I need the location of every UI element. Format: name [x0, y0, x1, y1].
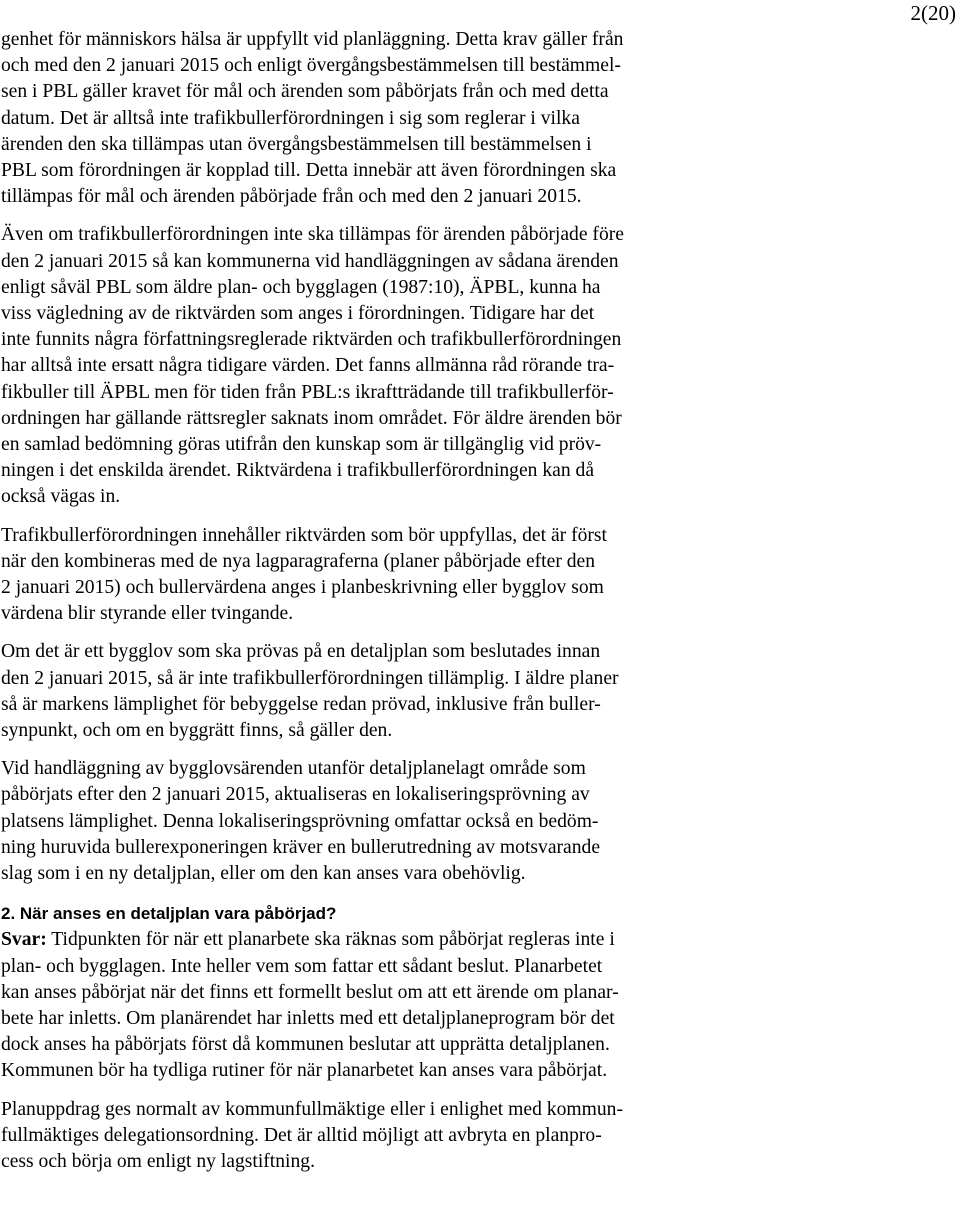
text-line: när den kombineras med de nya lagparagraferna (planer påbörjade efter den [1, 550, 596, 572]
text-line: Kommunen bör ha tydliga rutiner för när planarbetet kan anses vara påbörjat. [1, 1060, 608, 1082]
text-line: ordningen har gällande rättsregler saknats inom området. För äldre ärenden bör [1, 407, 622, 429]
text-line: cess och börja om enligt ny lagstiftning. [1, 1150, 315, 1172]
text-line: PBL som förordningen är kopplad till. Detta innebär att även förordningen ska [1, 160, 617, 182]
text-line: tillämpas för mål och ärenden påbörjade från och med den 2 januari 2015. [1, 186, 582, 208]
text-line: enligt såväl PBL som äldre plan- och bygglagen (1987:10), ÄPBL, kunna ha [1, 276, 601, 298]
text-line: 2 januari 2015) och bullervärdena anges i planbeskrivning eller bygglov som [1, 577, 604, 599]
answer-first-line [1, 927, 753, 953]
text-line: plan- och bygglagen. Inte heller vem som fattar ett sådant beslut. Planarbetet [1, 955, 603, 977]
text-line: dock anses ha påbörjats först då kommunen beslutar att upprätta detaljplanen. [1, 1034, 610, 1056]
text-line: bete har inletts. Om planärendet har inletts med ett detaljplaneprogram bör det [1, 1007, 615, 1029]
text-line: Om det är ett bygglov som ska prövas på en detaljplan som beslutades innan [1, 641, 601, 663]
text-line: har alltså inte ersatt några tidigare värden. Det fanns allmänna råd rörande tra- [1, 355, 615, 377]
text-line: fikbuller till ÄPBL men för tiden från PBL:s ikraftträdande till trafikbullerför- [1, 381, 614, 403]
text-line: kan anses påbörjat när det finns ett formellt beslut om att ett ärende om planar- [1, 981, 619, 1003]
text-line: den 2 januari 2015 så kan kommunerna vid handläggningen av sådana ärenden [1, 250, 619, 272]
text-line: ningen i det enskilda ärendet. Riktvärdena i trafikbullerförordningen kan då [1, 460, 595, 482]
answer-paragraph [1, 927, 753, 1084]
text-line: inte funnits några författningsreglerade riktvärden och trafikbullerförordningen [1, 329, 622, 351]
answer-label: Svar: [1, 929, 47, 951]
text-line: påbörjats efter den 2 januari 2015, aktualiseras en lokaliseringsprövning av [1, 784, 590, 806]
text-line: den 2 januari 2015, så är inte trafikbullerförordningen tillämplig. I äldre planer [1, 667, 619, 689]
section-heading: 2. När anses en detaljplan vara påbörjad? [1, 904, 337, 924]
text-line: ning huruvida bullerexponeringen kräver en bullerutredning av motsvarande [1, 836, 601, 858]
text-line: också vägas in. [1, 486, 121, 508]
text-line: synpunkt, och om en byggrätt finns, så gäller den. [1, 720, 393, 742]
paragraph-2 [1, 222, 753, 510]
text-line: Planuppdrag ges normalt av kommunfullmäktige eller i enlighet med kommun- [1, 1098, 623, 1120]
text-line: fullmäktiges delegationsordning. Det är alltid möjligt att avbryta en planpro- [1, 1124, 602, 1146]
paragraph-4 [1, 639, 753, 744]
text-line: sen i PBL gäller kravet för mål och ärenden som påbörjats från och med detta [1, 81, 609, 103]
paragraph-3 [1, 523, 753, 628]
text-line: så är markens lämplighet för bebyggelse redan prövad, inklusive från buller- [1, 693, 601, 715]
text-line: Trafikbullerförordningen innehåller riktvärden som bör uppfyllas, det är först [1, 524, 607, 546]
answer-first-line-text: Tidpunkten för när ett planarbete ska räknas som påbörjat regleras inte i [46, 929, 615, 951]
text-line: en samlad bedömning göras utifrån den kunskap som är tillgänglig vid pröv- [1, 434, 602, 456]
text-line: genhet för människors hälsa är uppfyllt vid planläggning. Detta krav gäller från [1, 29, 624, 50]
text-line: värdena blir styrande eller tvingande. [1, 603, 294, 625]
final-paragraph [1, 1097, 753, 1176]
page-number: 2(20) [910, 1, 956, 25]
paragraph-5 [1, 756, 753, 887]
document-body [1, 27, 753, 1187]
text-line: datum. Det är alltså inte trafikbullerförordningen i sig som reglerar i vilka [1, 107, 580, 129]
text-line: och med den 2 januari 2015 och enligt övergångsbestämmelsen till bestämmel- [1, 55, 621, 77]
text-line: Vid handläggning av bygglovsärenden utanför detaljplanelagt område som [1, 758, 586, 780]
text-line: Även om trafikbullerförordningen inte ska tillämpas för ärenden påbörjade före [1, 224, 624, 246]
text-line: platsens lämplighet. Denna lokaliseringsprövning omfattar också en bedöm- [1, 810, 599, 832]
paragraph-1 [1, 27, 753, 210]
text-line: slag som i en ny detaljplan, eller om den kan anses vara obehövlig. [1, 863, 526, 885]
text-line: ärenden den ska tillämpas utan övergångsbestämmelsen till bestämmelsen i [1, 133, 592, 155]
text-line: viss vägledning av de riktvärden som anges i förordningen. Tidigare har det [1, 303, 595, 325]
